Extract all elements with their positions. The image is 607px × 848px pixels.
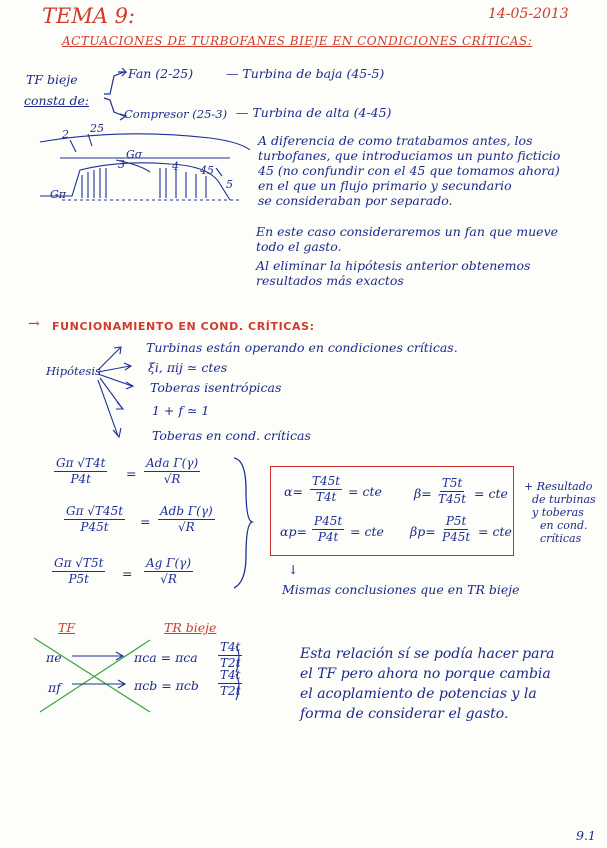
p1-line-3: 45 (no confundir con el 45 que tomamos ahora)	[258, 163, 560, 178]
final-line-3: el acoplamiento de potencias y la	[300, 686, 537, 702]
eq3-rhs-den: √R	[160, 572, 177, 586]
alpha-num: T45t	[312, 474, 341, 488]
note-line-4: en cond.	[540, 519, 588, 532]
picb-num: T4t	[220, 668, 241, 682]
hp-turbine: — Turbina de alta (4-45)	[236, 105, 392, 120]
eq2-equals: =	[140, 514, 151, 529]
page-title: TEMA 9:	[42, 4, 136, 28]
page-subtitle: ACTUACIONES DE TURBOFANES BIEJE EN CONDICIONES CRÍTICAS:	[62, 34, 533, 48]
p1-line-1: A diferencia de como tratabamos antes, los	[258, 133, 533, 148]
tf-label: TF bieje	[26, 72, 78, 87]
alpha-den: T4t	[315, 490, 337, 504]
beta-label: β=	[414, 486, 432, 501]
sketch-2: 2	[62, 128, 69, 141]
alpha-cte: = cte	[348, 484, 382, 499]
picb-den: T2t	[220, 684, 241, 698]
alpha-p-den: P4t	[317, 530, 339, 544]
eq2-rhs-num: Adb Γ(γ)	[160, 504, 213, 518]
alpha-p-num: P45t	[314, 514, 343, 528]
eq2-lhs-den: P45t	[80, 520, 109, 534]
eq1-rhs-num: Ada Γ(γ)	[146, 456, 199, 470]
sketch-25: 25	[90, 122, 104, 135]
final-paragraph	[300, 644, 554, 724]
hypothesis-3: Toberas isentrópicas	[150, 380, 282, 395]
beta-den: T45t	[438, 492, 467, 506]
eq1-rhs-den: √R	[163, 472, 181, 486]
fan-label: Fan (2-25)	[128, 66, 194, 81]
p3-line-1: Al eliminar la hipótesis anterior obtenemos	[256, 258, 531, 273]
hypothesis-4: 1 + f ≃ 1	[152, 403, 210, 418]
picb-frac	[218, 668, 242, 699]
beta-num: T5t	[441, 476, 463, 490]
note-line-2: de turbinas	[532, 493, 596, 506]
note-line-3: y toberas	[532, 506, 584, 519]
eq1-lhs-num: Gπ √T4t	[56, 456, 106, 470]
page-number: 9.1	[576, 828, 596, 843]
tr-header: TR bieje	[164, 620, 217, 635]
sketch-4: 4	[172, 160, 179, 173]
sketch-gs: Gσ	[126, 148, 143, 161]
sketch-g: Gπ	[50, 188, 67, 201]
pi-e: πe	[46, 650, 62, 665]
pi-ca: πca = πca	[134, 650, 198, 665]
final-line-4: forma de considerar el gasto.	[300, 706, 509, 722]
sketch-45: 45	[200, 164, 214, 177]
note-line-1: + Resultado	[524, 480, 593, 493]
beta-p-label: βp=	[410, 524, 436, 539]
pi-f: πf	[48, 680, 61, 695]
hypothesis-5: Toberas en cond. críticas	[152, 428, 311, 443]
eq2-lhs-num: Gπ √T45t	[66, 504, 124, 518]
p1-line-4: en el que un flujo primario y secundario	[258, 178, 512, 193]
compressor-label: Compresor (25-3)	[124, 107, 228, 121]
p1-line-5: se consideraban por separado.	[258, 193, 453, 208]
eq1-lhs-den: P4t	[70, 472, 91, 486]
eq3-rhs-num: Ag Γ(γ)	[146, 556, 192, 570]
section-heading: FUNCIONAMIENTO EN COND. CRÍTICAS:	[52, 320, 315, 333]
eq3-lhs-num: Gπ √T5t	[54, 556, 104, 570]
alpha-p-label: αp=	[280, 524, 307, 539]
sketch-5: 5	[226, 178, 233, 191]
final-line-1: Esta relación sí se podía hacer para	[300, 646, 555, 662]
beta-p-num: P5t	[445, 514, 467, 528]
beta-p-den: P45t	[442, 530, 471, 544]
eq3-lhs-den: P5t	[68, 572, 89, 586]
conclusion-arrow: ↓	[288, 562, 299, 577]
p3-line-2: resultados más exactos	[256, 273, 404, 288]
eq1-equals: =	[126, 466, 137, 481]
conclusion-text: Mismas conclusiones que en TR bieje	[282, 582, 520, 597]
p2-line-2: todo el gasto.	[256, 239, 342, 254]
hypotheses-label: Hipótesis	[46, 364, 101, 378]
final-line-2: el TF pero ahora no porque cambia	[300, 666, 551, 682]
p2-line-1: En este caso consideraremos un fan que mueve	[256, 224, 559, 239]
hypothesis-2: ξi, πij ≃ ctes	[148, 360, 228, 375]
date: 14-05-2013	[488, 6, 569, 22]
consta-label: consta de:	[24, 93, 90, 108]
pica-num: T4t	[220, 640, 241, 654]
note-line-5: críticas	[540, 532, 582, 545]
beta-p-cte: = cte	[478, 524, 512, 539]
section-arrow-icon: →	[28, 316, 40, 332]
hypothesis-1: Turbinas están operando en condiciones críticas.	[146, 340, 458, 355]
beta-cte: = cte	[474, 486, 508, 501]
pica-den: T2t	[220, 656, 241, 670]
p1-line-2: turbofanes, que introduciamos un punto ficticio	[258, 148, 561, 163]
alpha-label: α=	[284, 484, 303, 499]
fan-turbine: — Turbina de baja (45-5)	[226, 66, 385, 81]
pi-cb: πcb = πcb	[134, 678, 199, 693]
tf-header: TF	[58, 620, 76, 635]
eq2-rhs-den: √R	[178, 520, 195, 534]
alpha-p-cte: = cte	[350, 524, 384, 539]
eq3-equals: =	[122, 566, 133, 581]
pica-frac	[218, 640, 242, 671]
sketch-3: 3	[118, 158, 125, 171]
